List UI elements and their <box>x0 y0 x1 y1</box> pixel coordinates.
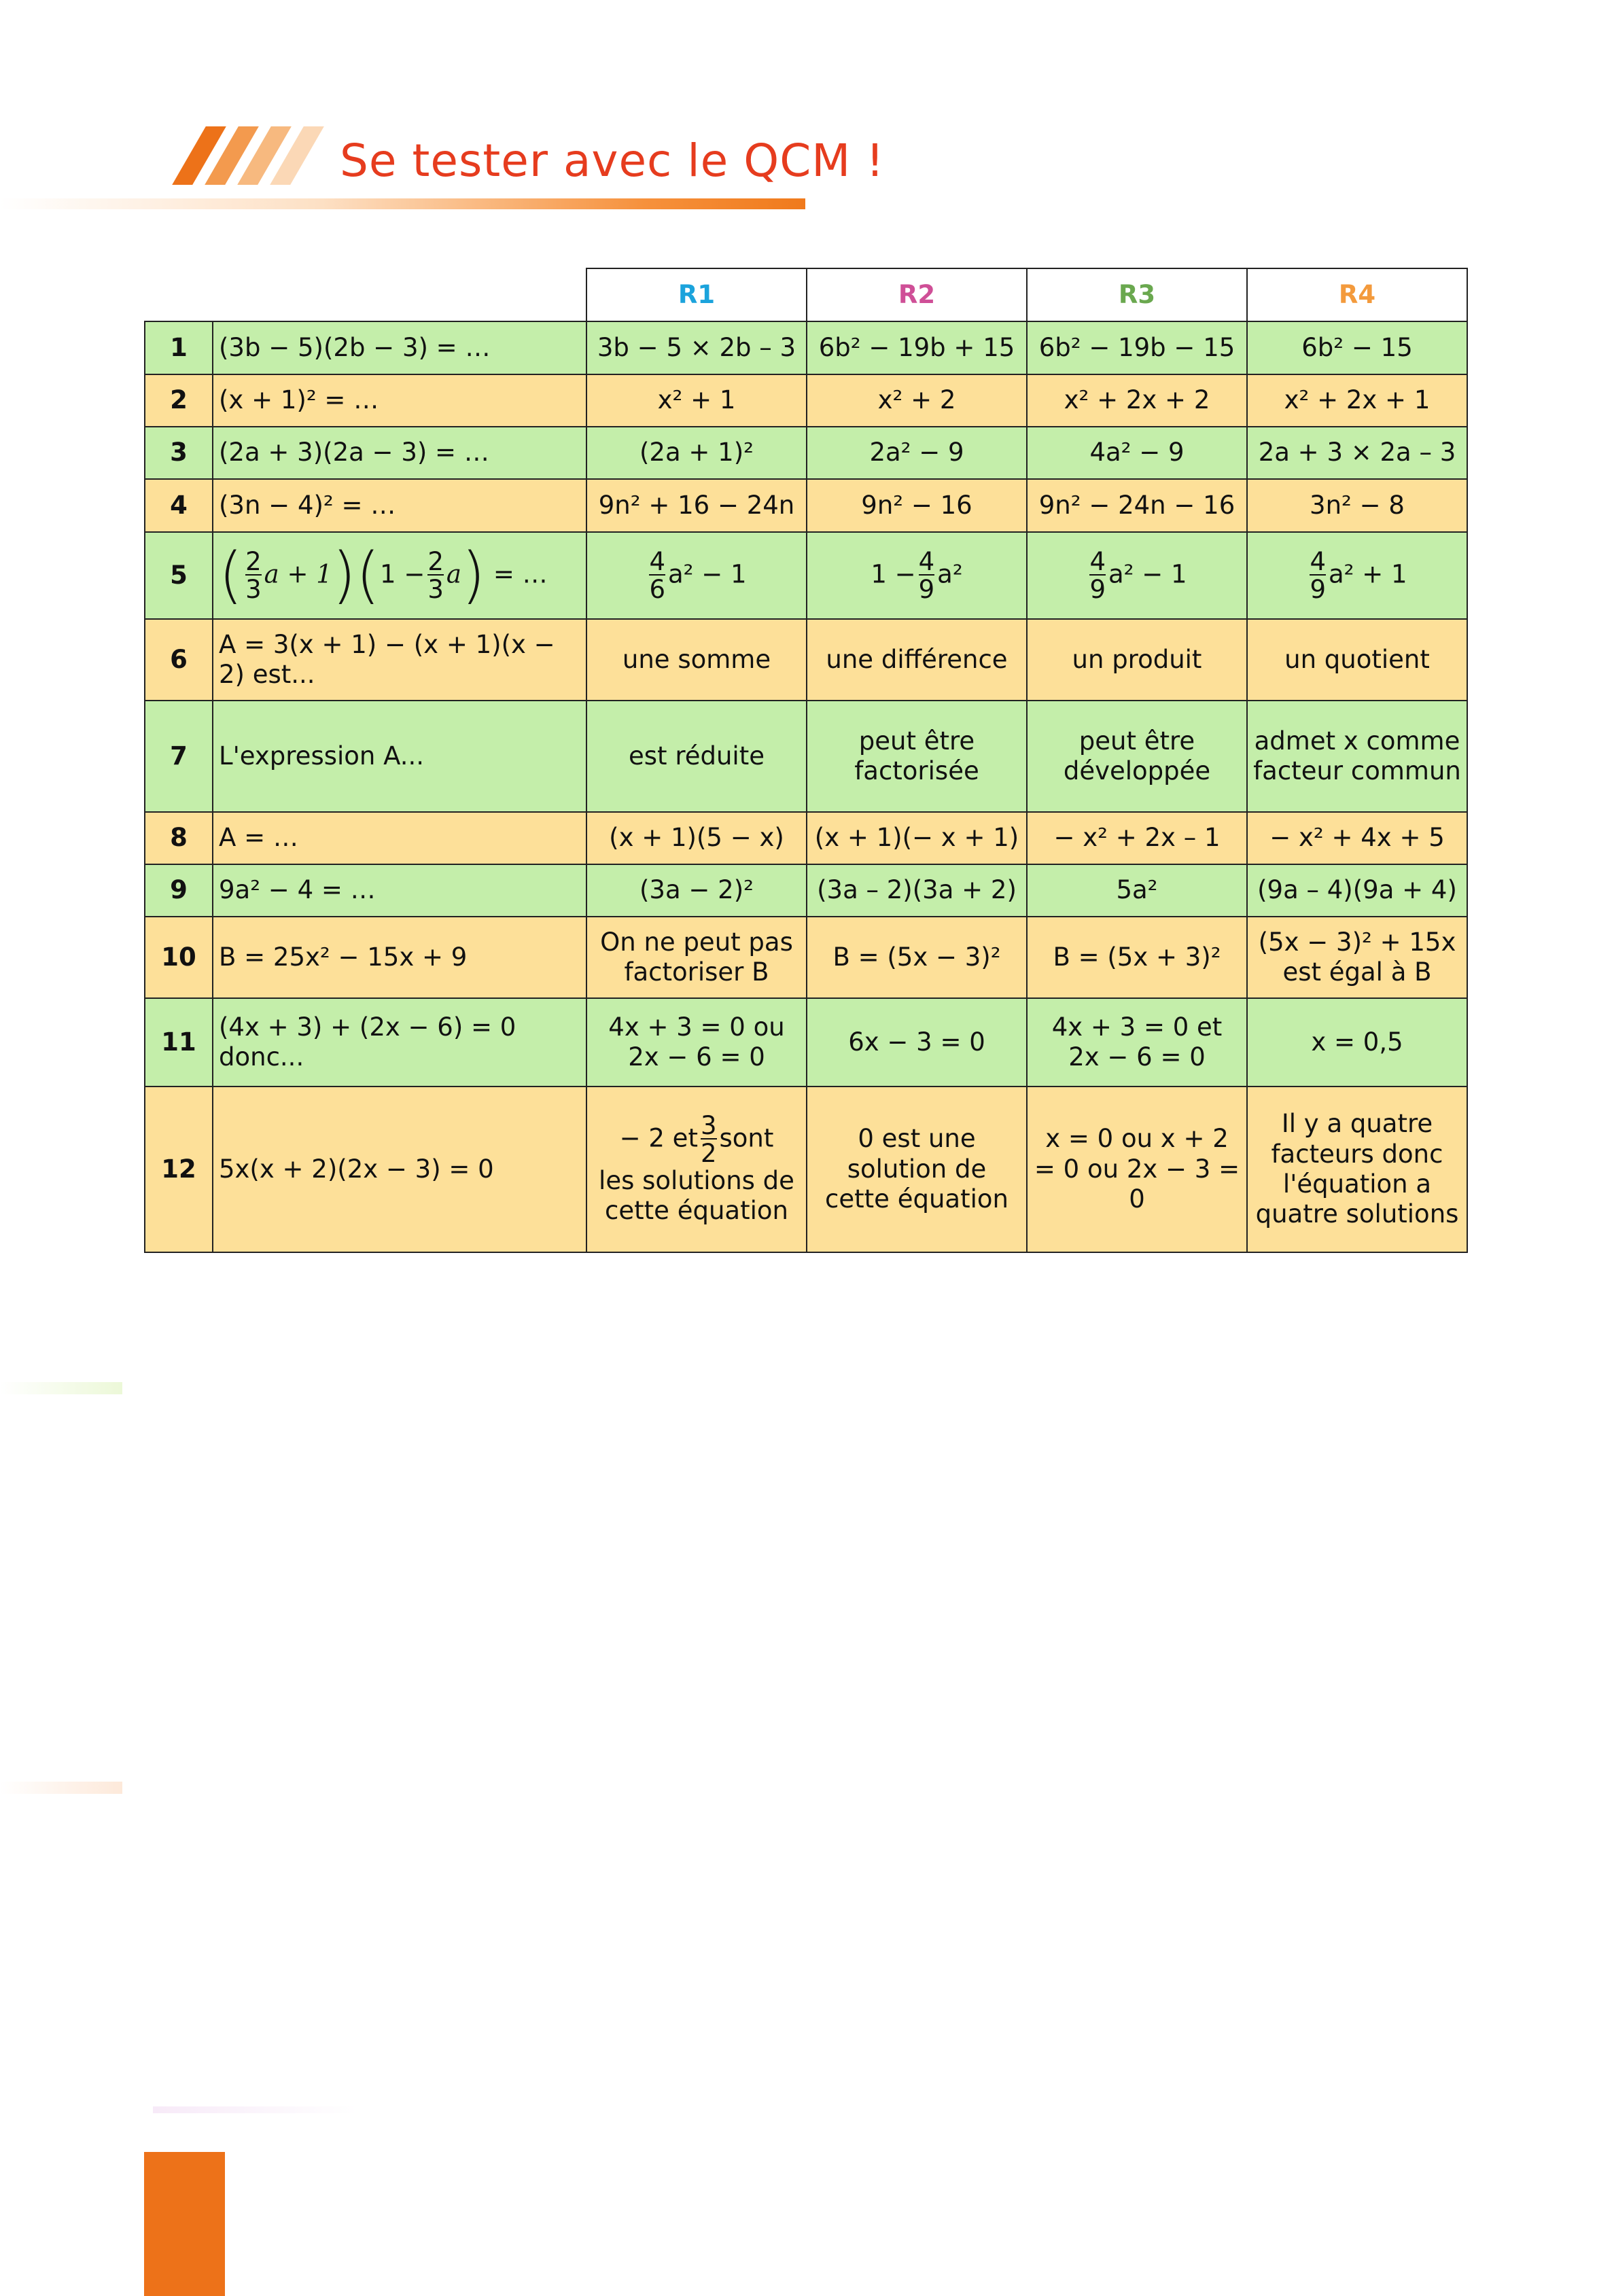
page-title: Se tester avec le QCM ! <box>340 135 885 187</box>
table-row <box>145 812 1467 864</box>
answer-r1[interactable]: est réduite <box>586 701 807 812</box>
table-row <box>145 427 1467 479</box>
question-number: 5 <box>145 532 213 619</box>
question-text: (3b − 5)(2b − 3) = … <box>213 321 586 374</box>
answer-r4[interactable]: Il y a quatre facteurs donc l'équation a quatre solutions <box>1247 1087 1467 1252</box>
answer-r3[interactable]: 5a² <box>1027 864 1247 917</box>
table-row <box>145 1087 1467 1252</box>
table-row <box>145 619 1467 701</box>
answer-r4[interactable]: (5x − 3)² + 15x est égal à B <box>1247 917 1467 998</box>
table-row <box>145 864 1467 917</box>
question-text: B = 25x² − 15x + 9 <box>213 917 586 998</box>
question-number: 11 <box>145 998 213 1087</box>
answer-r2[interactable]: 6b² − 19b + 15 <box>807 321 1027 374</box>
page-corner-bar <box>144 2152 225 2296</box>
table-row <box>145 532 1467 619</box>
answer-r1[interactable]: une somme <box>586 619 807 701</box>
answer-r1[interactable]: On ne peut pas factoriser B <box>586 917 807 998</box>
question-text: ( $\frac{2}{3}$ a + 1)(1 − $\frac{2}{3}$ a) = … <box>213 532 586 619</box>
answer-r2[interactable]: (3a – 2)(3a + 2) <box>807 864 1027 917</box>
answer-r4[interactable]: 3n² − 8 <box>1247 479 1467 532</box>
question-text: L'expression A... <box>213 701 586 812</box>
answer-r2[interactable]: 2a² − 9 <box>807 427 1027 479</box>
answer-r3[interactable]: peut être développée <box>1027 701 1247 812</box>
table-row <box>145 701 1467 812</box>
answer-r2[interactable]: 9n² − 16 <box>807 479 1027 532</box>
header-stripes-logo <box>178 126 321 185</box>
question-number: 9 <box>145 864 213 917</box>
answer-r2[interactable]: 1 − $\frac{4}{9}$ a² <box>807 532 1027 619</box>
column-header-r3: R3 <box>1027 268 1247 321</box>
question-number: 6 <box>145 619 213 701</box>
answer-r1[interactable]: 4x + 3 = 0 ou 2x − 6 = 0 <box>586 998 807 1087</box>
answer-r2[interactable]: une différence <box>807 619 1027 701</box>
answer-r3[interactable]: un produit <box>1027 619 1247 701</box>
column-header-r1: R1 <box>586 268 807 321</box>
question-number: 2 <box>145 374 213 427</box>
question-number: 4 <box>145 479 213 532</box>
table-row <box>145 998 1467 1087</box>
answer-r4[interactable]: x = 0,5 <box>1247 998 1467 1087</box>
answer-r4[interactable]: $\frac{4}{9}$ a² + 1 <box>1247 532 1467 619</box>
answer-r1[interactable]: (x + 1)(5 − x) <box>586 812 807 864</box>
answer-r4[interactable]: un quotient <box>1247 619 1467 701</box>
header-blank-cell <box>145 268 586 321</box>
answer-r4[interactable]: 2a + 3 × 2a – 3 <box>1247 427 1467 479</box>
answer-r4[interactable]: admet x comme facteur commun <box>1247 701 1467 812</box>
header-underline-bar <box>0 198 805 209</box>
answer-r1[interactable]: x² + 1 <box>586 374 807 427</box>
answer-r2[interactable]: 0 est une solution de cette équation <box>807 1087 1027 1252</box>
question-text: A = … <box>213 812 586 864</box>
answer-r3[interactable]: 6b² − 19b − 15 <box>1027 321 1247 374</box>
side-decoration-orange <box>0 1782 122 1794</box>
answer-r3[interactable]: $\frac{4}{9}$ a² − 1 <box>1027 532 1247 619</box>
answer-r2[interactable]: peut être factorisée <box>807 701 1027 812</box>
answer-r3[interactable]: − x² + 2x – 1 <box>1027 812 1247 864</box>
answer-r1[interactable]: (2a + 1)² <box>586 427 807 479</box>
question-number: 3 <box>145 427 213 479</box>
question-text: 9a² − 4 = … <box>213 864 586 917</box>
question-number: 8 <box>145 812 213 864</box>
answer-r2[interactable]: 6x − 3 = 0 <box>807 998 1027 1087</box>
answer-r1[interactable]: − 2 et $\frac{3}{2}$ sont les solutions de cette équation <box>586 1087 807 1252</box>
answer-r4[interactable]: − x² + 4x + 5 <box>1247 812 1467 864</box>
table-row <box>145 374 1467 427</box>
answer-r3[interactable]: 4a² − 9 <box>1027 427 1247 479</box>
column-header-r4: R4 <box>1247 268 1467 321</box>
answer-r3[interactable]: x = 0 ou x + 2 = 0 ou 2x − 3 = 0 <box>1027 1087 1247 1252</box>
fraction: $\frac{2}{3}$ <box>245 547 262 604</box>
answer-r2[interactable]: B = (5x − 3)² <box>807 917 1027 998</box>
answer-r4[interactable]: x² + 2x + 1 <box>1247 374 1467 427</box>
question-text: (4x + 3) + (2x − 6) = 0 donc... <box>213 998 586 1087</box>
table-row <box>145 321 1467 374</box>
answer-r2[interactable]: (x + 1)(− x + 1) <box>807 812 1027 864</box>
answer-r1[interactable]: 3b − 5 × 2b – 3 <box>586 321 807 374</box>
answer-r3[interactable]: 9n² − 24n − 16 <box>1027 479 1247 532</box>
answer-r4[interactable]: (9a – 4)(9a + 4) <box>1247 864 1467 917</box>
question-text: (x + 1)² = … <box>213 374 586 427</box>
answer-r1[interactable]: 9n² + 16 − 24n <box>586 479 807 532</box>
table-header-row <box>145 268 1467 321</box>
answer-r1[interactable]: (3a − 2)² <box>586 864 807 917</box>
question-text: 5x(x + 2)(2x − 3) = 0 <box>213 1087 586 1252</box>
fraction: $\frac{2}{3}$ <box>427 547 444 604</box>
side-decoration-pink <box>153 2106 357 2113</box>
table-row <box>145 479 1467 532</box>
side-decoration-green <box>0 1382 122 1394</box>
question-text: (2a + 3)(2a − 3) = … <box>213 427 586 479</box>
question-number: 12 <box>145 1087 213 1252</box>
answer-r2[interactable]: x² + 2 <box>807 374 1027 427</box>
answer-r3[interactable]: x² + 2x + 2 <box>1027 374 1247 427</box>
answer-r1[interactable]: $\frac{4}{6}$ a² − 1 <box>586 532 807 619</box>
answer-r4[interactable]: 6b² − 15 <box>1247 321 1467 374</box>
question-number: 1 <box>145 321 213 374</box>
answer-r3[interactable]: 4x + 3 = 0 et 2x − 6 = 0 <box>1027 998 1247 1087</box>
answer-r3[interactable]: B = (5x + 3)² <box>1027 917 1247 998</box>
question-text: A = 3(x + 1) − (x + 1)(x − 2) est... <box>213 619 586 701</box>
question-text: (3n − 4)² = … <box>213 479 586 532</box>
qcm-table <box>144 268 1468 1253</box>
column-header-r2: R2 <box>807 268 1027 321</box>
question-number: 10 <box>145 917 213 998</box>
question-number: 7 <box>145 701 213 812</box>
table-row <box>145 917 1467 998</box>
